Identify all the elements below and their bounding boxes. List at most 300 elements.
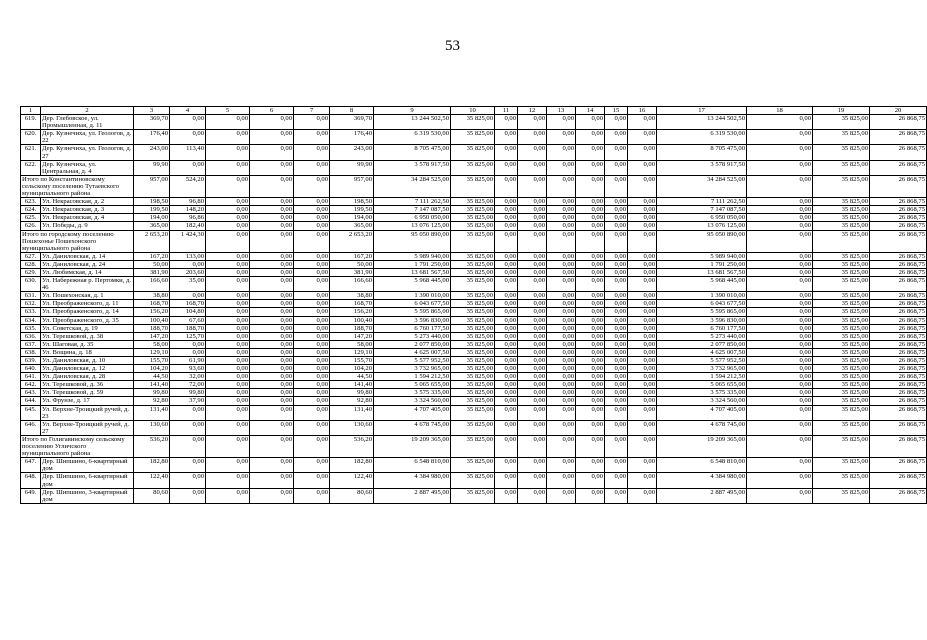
value-cell: 0,00 (250, 230, 294, 252)
value-cell: 0,00 (605, 473, 628, 488)
value-cell: 0,00 (747, 198, 813, 206)
value-cell: 0,00 (294, 206, 330, 214)
value-cell: 0,00 (294, 308, 330, 316)
row-number: 629. (21, 268, 41, 276)
value-cell: 3 732 965,00 (374, 365, 451, 373)
value-cell: 0,00 (605, 268, 628, 276)
value-cell: 35 825,00 (451, 160, 495, 175)
value-cell: 0,00 (495, 130, 518, 145)
value-cell: 0,00 (206, 175, 250, 197)
row-number: 620. (21, 130, 41, 145)
value-cell: 0,00 (576, 397, 605, 405)
value-cell: 13 244 502,50 (657, 115, 747, 130)
row-number: 621. (21, 145, 41, 160)
value-cell: 0,00 (518, 397, 547, 405)
value-cell: 0,00 (250, 373, 294, 381)
value-cell: 0,00 (206, 230, 250, 252)
value-cell: 0,00 (294, 145, 330, 160)
value-cell: 0,00 (605, 365, 628, 373)
value-cell: 2 077 850,00 (374, 340, 451, 348)
value-cell: 0,00 (576, 308, 605, 316)
address-cell: Ул. Терешковой, д. 59 (41, 389, 134, 397)
value-cell: 0,00 (628, 373, 657, 381)
value-cell: 35 825,00 (451, 145, 495, 160)
value-cell: 0,00 (576, 420, 605, 435)
value-cell: 0,00 (576, 115, 605, 130)
address-cell: Ул. Любимская, д. 14 (41, 268, 134, 276)
value-cell: 0,00 (547, 198, 576, 206)
value-cell: 131,40 (134, 405, 170, 420)
value-cell: 0,00 (250, 130, 294, 145)
row-number: 635. (21, 324, 41, 332)
value-cell: 35 825,00 (813, 277, 870, 292)
value-cell: 167,20 (134, 252, 170, 260)
value-cell: 35 825,00 (813, 324, 870, 332)
value-cell: 0,00 (747, 348, 813, 356)
address-cell: Ул. Преображенского, д. 14 (41, 308, 134, 316)
value-cell: 0,00 (747, 373, 813, 381)
value-cell: 0,00 (628, 488, 657, 503)
value-cell: 0,00 (576, 389, 605, 397)
value-cell: 5 989 940,00 (657, 252, 747, 260)
value-cell: 26 868,75 (870, 160, 927, 175)
value-cell: 0,00 (628, 365, 657, 373)
value-cell: 0,00 (250, 389, 294, 397)
row-number: 645. (21, 405, 41, 420)
value-cell: 0,00 (250, 397, 294, 405)
value-cell: 0,00 (495, 292, 518, 300)
value-cell: 100,40 (330, 316, 374, 324)
value-cell: 2 887 495,00 (657, 488, 747, 503)
table-row (21, 316, 927, 324)
value-cell: 122,40 (134, 473, 170, 488)
value-cell: 1 390 010,00 (374, 292, 451, 300)
value-cell: 6 760 177,50 (657, 324, 747, 332)
value-cell: 0,00 (294, 277, 330, 292)
value-cell: 365,00 (134, 222, 170, 230)
value-cell: 0,00 (547, 324, 576, 332)
value-cell: 0,00 (628, 458, 657, 473)
value-cell: 35 825,00 (813, 145, 870, 160)
value-cell: 0,00 (605, 252, 628, 260)
value-cell: 26 868,75 (870, 277, 927, 292)
value-cell: 0,00 (206, 316, 250, 324)
value-cell: 0,00 (518, 252, 547, 260)
value-cell: 0,00 (547, 316, 576, 324)
value-cell: 35 825,00 (813, 381, 870, 389)
value-cell: 0,00 (518, 458, 547, 473)
value-cell: 0,00 (518, 324, 547, 332)
value-cell: 13 681 567,50 (374, 268, 451, 276)
row-number: 627. (21, 252, 41, 260)
address-cell: Ул. Преображенского, д. 35 (41, 316, 134, 324)
value-cell: 35 825,00 (813, 373, 870, 381)
value-cell: 0,00 (294, 292, 330, 300)
value-cell: 35 825,00 (451, 130, 495, 145)
value-cell: 0,00 (628, 308, 657, 316)
value-cell: 26 868,75 (870, 214, 927, 222)
row-number: 647. (21, 458, 41, 473)
value-cell: 5 273 440,00 (374, 332, 451, 340)
value-cell: 35 825,00 (451, 420, 495, 435)
value-cell: 104,20 (330, 365, 374, 373)
value-cell: 0,00 (576, 488, 605, 503)
value-cell: 0,00 (628, 160, 657, 175)
value-cell: 0,00 (170, 130, 206, 145)
value-cell: 188,70 (330, 324, 374, 332)
value-cell: 0,00 (294, 222, 330, 230)
subtotal-label: Итого по Константиновскому сельскому поселению Тутаевского муниципального района (21, 175, 134, 197)
value-cell: 0,00 (250, 175, 294, 197)
value-cell: 1 791 250,00 (657, 260, 747, 268)
value-cell: 0,00 (206, 365, 250, 373)
value-cell: 155,70 (134, 357, 170, 365)
value-cell: 19 209 365,00 (657, 435, 747, 457)
address-cell: Дер. Глебовское, ул. Промышленная, д. 11 (41, 115, 134, 130)
value-cell: 0,00 (747, 420, 813, 435)
value-cell: 0,00 (547, 332, 576, 340)
value-cell: 0,00 (294, 268, 330, 276)
value-cell: 0,00 (294, 420, 330, 435)
value-cell: 2 887 495,00 (374, 488, 451, 503)
value-cell: 0,00 (576, 292, 605, 300)
value-cell: 26 868,75 (870, 340, 927, 348)
value-cell: 0,00 (206, 348, 250, 356)
value-cell: 0,00 (206, 381, 250, 389)
value-cell: 0,00 (576, 300, 605, 308)
value-cell: 104,20 (134, 365, 170, 373)
value-cell: 0,00 (170, 292, 206, 300)
column-number: 18 (747, 107, 813, 115)
value-cell: 35 825,00 (451, 214, 495, 222)
value-cell: 243,00 (330, 145, 374, 160)
value-cell: 0,00 (294, 435, 330, 457)
address-cell: Ул. Пошехонская, д. 1 (41, 292, 134, 300)
value-cell: 0,00 (605, 435, 628, 457)
value-cell: 4 678 745,00 (374, 420, 451, 435)
value-cell: 182,40 (170, 222, 206, 230)
value-cell: 35 825,00 (451, 381, 495, 389)
value-cell: 0,00 (518, 260, 547, 268)
value-cell: 0,00 (747, 260, 813, 268)
value-cell: 35 825,00 (813, 214, 870, 222)
value-cell: 0,00 (576, 260, 605, 268)
value-cell: 0,00 (547, 214, 576, 222)
value-cell: 35 825,00 (451, 230, 495, 252)
value-cell: 166,60 (330, 277, 374, 292)
value-cell: 0,00 (747, 252, 813, 260)
value-cell: 1 390 010,00 (657, 292, 747, 300)
value-cell: 0,00 (518, 277, 547, 292)
value-cell: 369,70 (134, 115, 170, 130)
value-cell: 5 577 952,50 (374, 357, 451, 365)
value-cell: 35 825,00 (451, 206, 495, 214)
value-cell: 35 825,00 (451, 473, 495, 488)
value-cell: 4 384 980,00 (374, 473, 451, 488)
value-cell: 0,00 (576, 206, 605, 214)
value-cell: 0,00 (294, 175, 330, 197)
value-cell: 141,40 (134, 381, 170, 389)
value-cell: 0,00 (518, 300, 547, 308)
value-cell: 0,00 (495, 222, 518, 230)
value-cell: 0,00 (747, 214, 813, 222)
value-cell: 0,00 (747, 145, 813, 160)
table-row (21, 252, 927, 260)
value-cell: 26 868,75 (870, 332, 927, 340)
value-cell: 35 825,00 (813, 175, 870, 197)
table-row (21, 397, 927, 405)
value-cell: 35 825,00 (451, 357, 495, 365)
value-cell: 0,00 (206, 260, 250, 268)
value-cell: 0,00 (250, 488, 294, 503)
value-cell: 0,00 (605, 206, 628, 214)
table-header-row (21, 107, 927, 115)
value-cell: 129,10 (134, 348, 170, 356)
value-cell: 0,00 (747, 357, 813, 365)
value-cell: 35 825,00 (451, 365, 495, 373)
value-cell: 0,00 (206, 324, 250, 332)
value-cell: 182,80 (330, 458, 374, 473)
value-cell: 0,00 (250, 252, 294, 260)
value-cell: 35 825,00 (813, 160, 870, 175)
value-cell: 35 825,00 (813, 340, 870, 348)
address-cell: Ул. Некрасовская, д. 4 (41, 214, 134, 222)
value-cell: 0,00 (518, 348, 547, 356)
value-cell: 188,70 (134, 324, 170, 332)
row-number: 643. (21, 389, 41, 397)
value-cell: 0,00 (170, 405, 206, 420)
address-cell: Ул. Некрасовская, д. 3 (41, 206, 134, 214)
value-cell: 0,00 (170, 348, 206, 356)
value-cell: 0,00 (576, 473, 605, 488)
value-cell: 2 653,20 (330, 230, 374, 252)
value-cell: 0,00 (518, 473, 547, 488)
value-cell: 0,00 (747, 435, 813, 457)
table-row (21, 420, 927, 435)
value-cell: 133,00 (170, 252, 206, 260)
value-cell: 0,00 (170, 420, 206, 435)
value-cell: 0,00 (747, 316, 813, 324)
value-cell: 0,00 (250, 458, 294, 473)
value-cell: 0,00 (495, 252, 518, 260)
value-cell: 0,00 (576, 130, 605, 145)
value-cell: 35 825,00 (813, 488, 870, 503)
value-cell: 35 825,00 (451, 435, 495, 457)
value-cell: 0,00 (206, 130, 250, 145)
value-cell: 0,00 (206, 198, 250, 206)
address-cell: Дер. Шипшино, 6-квартирный дом (41, 458, 134, 473)
value-cell: 0,00 (628, 277, 657, 292)
value-cell: 0,00 (747, 222, 813, 230)
value-cell: 0,00 (605, 300, 628, 308)
value-cell: 34 284 525,00 (374, 175, 451, 197)
value-cell: 0,00 (576, 160, 605, 175)
value-cell: 0,00 (605, 405, 628, 420)
value-cell: 0,00 (518, 373, 547, 381)
value-cell: 5 968 445,00 (657, 277, 747, 292)
table-row (21, 308, 927, 316)
value-cell: 0,00 (628, 473, 657, 488)
value-cell: 35 825,00 (813, 473, 870, 488)
value-cell: 0,00 (628, 175, 657, 197)
value-cell: 5 065 655,00 (657, 381, 747, 389)
value-cell: 0,00 (547, 420, 576, 435)
value-cell: 0,00 (518, 222, 547, 230)
value-cell: 0,00 (518, 405, 547, 420)
value-cell: 3 578 917,50 (374, 160, 451, 175)
subtotal-label: Итого по Голигавинскому сельскому поселению Угличского муниципального района (21, 435, 134, 457)
value-cell: 0,00 (250, 115, 294, 130)
value-cell: 26 868,75 (870, 365, 927, 373)
value-cell: 957,00 (134, 175, 170, 197)
value-cell: 0,00 (547, 160, 576, 175)
value-cell: 0,00 (605, 389, 628, 397)
value-cell: 35 825,00 (451, 268, 495, 276)
value-cell: 130,60 (330, 420, 374, 435)
value-cell: 35 825,00 (813, 268, 870, 276)
value-cell: 38,80 (134, 292, 170, 300)
value-cell: 243,00 (134, 145, 170, 160)
value-cell: 26 868,75 (870, 435, 927, 457)
value-cell: 536,20 (134, 435, 170, 457)
value-cell: 35 825,00 (451, 389, 495, 397)
value-cell: 72,00 (170, 381, 206, 389)
value-cell: 0,00 (206, 435, 250, 457)
value-cell: 0,00 (747, 332, 813, 340)
value-cell: 0,00 (605, 488, 628, 503)
value-cell: 0,00 (576, 230, 605, 252)
address-cell: Ул. Преображенского, д. 11 (41, 300, 134, 308)
value-cell: 365,00 (330, 222, 374, 230)
value-cell: 3 324 560,00 (657, 397, 747, 405)
value-cell: 5 968 445,00 (374, 277, 451, 292)
value-cell: 26 868,75 (870, 130, 927, 145)
value-cell: 0,00 (605, 324, 628, 332)
value-cell: 0,00 (605, 308, 628, 316)
value-cell: 38,80 (330, 292, 374, 300)
address-cell: Ул. Даниловская, д. 10 (41, 357, 134, 365)
value-cell: 0,00 (518, 130, 547, 145)
value-cell: 0,00 (518, 292, 547, 300)
registry-table-wrapper (20, 106, 925, 504)
value-cell: 3 596 830,00 (374, 316, 451, 324)
value-cell: 0,00 (747, 115, 813, 130)
value-cell: 0,00 (518, 230, 547, 252)
row-number: 644. (21, 397, 41, 405)
value-cell: 0,00 (747, 365, 813, 373)
value-cell: 0,00 (628, 332, 657, 340)
value-cell: 0,00 (294, 405, 330, 420)
value-cell: 35,00 (170, 277, 206, 292)
value-cell: 0,00 (518, 160, 547, 175)
value-cell: 35 825,00 (813, 260, 870, 268)
column-number: 12 (518, 107, 547, 115)
value-cell: 0,00 (206, 488, 250, 503)
column-number: 20 (870, 107, 927, 115)
value-cell: 131,40 (330, 405, 374, 420)
value-cell: 0,00 (547, 145, 576, 160)
value-cell: 0,00 (294, 340, 330, 348)
value-cell: 0,00 (495, 340, 518, 348)
value-cell: 35 825,00 (451, 292, 495, 300)
address-cell: Дер. Кузнечиха, ул. Геологов, д. 22 (41, 130, 134, 145)
value-cell: 0,00 (576, 405, 605, 420)
value-cell: 6 548 810,00 (657, 458, 747, 473)
value-cell: 0,00 (605, 373, 628, 381)
value-cell: 0,00 (628, 316, 657, 324)
column-number: 13 (547, 107, 576, 115)
value-cell: 0,00 (576, 324, 605, 332)
value-cell: 0,00 (747, 488, 813, 503)
value-cell: 0,00 (605, 357, 628, 365)
value-cell: 147,20 (330, 332, 374, 340)
value-cell: 199,50 (330, 206, 374, 214)
address-cell: Ул. Некрасовская, д. 2 (41, 198, 134, 206)
value-cell: 0,00 (250, 277, 294, 292)
value-cell: 58,00 (134, 340, 170, 348)
value-cell: 61,90 (170, 357, 206, 365)
value-cell: 0,00 (206, 268, 250, 276)
value-cell: 0,00 (294, 373, 330, 381)
value-cell: 0,00 (206, 420, 250, 435)
value-cell: 0,00 (250, 316, 294, 324)
row-number: 623. (21, 198, 41, 206)
table-row (21, 260, 927, 268)
value-cell: 0,00 (206, 300, 250, 308)
value-cell: 0,00 (747, 340, 813, 348)
value-cell: 0,00 (518, 206, 547, 214)
row-number: 626. (21, 222, 41, 230)
value-cell: 0,00 (294, 130, 330, 145)
value-cell: 0,00 (518, 175, 547, 197)
value-cell: 0,00 (628, 324, 657, 332)
value-cell: 0,00 (547, 373, 576, 381)
address-cell: Ул. Терешковой, д. 36 (41, 381, 134, 389)
row-number: 634. (21, 316, 41, 324)
value-cell: 0,00 (294, 230, 330, 252)
value-cell: 0,00 (628, 145, 657, 160)
value-cell: 26 868,75 (870, 252, 927, 260)
value-cell: 0,00 (518, 488, 547, 503)
subtotal-row (21, 230, 927, 252)
value-cell: 99,90 (330, 160, 374, 175)
value-cell: 50,00 (134, 260, 170, 268)
value-cell: 35 825,00 (813, 357, 870, 365)
value-cell: 35 825,00 (813, 230, 870, 252)
value-cell: 0,00 (576, 332, 605, 340)
value-cell: 3 575 335,00 (374, 389, 451, 397)
column-number: 3 (134, 107, 170, 115)
value-cell: 0,00 (576, 145, 605, 160)
value-cell: 95 050 890,00 (374, 230, 451, 252)
value-cell: 34 284 525,00 (657, 175, 747, 197)
value-cell: 129,10 (330, 348, 374, 356)
value-cell: 0,00 (206, 214, 250, 222)
value-cell: 0,00 (495, 277, 518, 292)
value-cell: 26 868,75 (870, 145, 927, 160)
value-cell: 0,00 (294, 252, 330, 260)
value-cell: 199,50 (134, 206, 170, 214)
value-cell: 35 825,00 (451, 222, 495, 230)
value-cell: 0,00 (294, 397, 330, 405)
value-cell: 0,00 (294, 214, 330, 222)
value-cell: 5 989 940,00 (374, 252, 451, 260)
value-cell: 0,00 (605, 214, 628, 222)
value-cell: 0,00 (628, 420, 657, 435)
value-cell: 0,00 (206, 115, 250, 130)
value-cell: 0,00 (547, 300, 576, 308)
value-cell: 0,00 (628, 130, 657, 145)
